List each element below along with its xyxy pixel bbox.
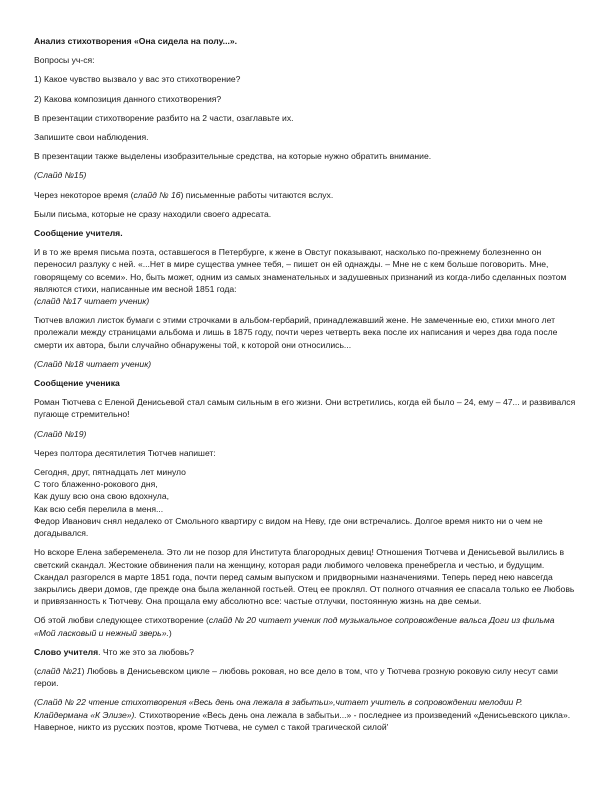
poem-excerpt: [34, 466, 576, 539]
teacher-message-heading: Сообщение учителя.: [34, 228, 123, 239]
slide-20-ref: слайд № 20 читает ученик под музыкальное сопровождение вальса Доги из фильма «Мой ласковый и нежный зверь».: [34, 615, 555, 638]
document-body: [34, 35, 576, 740]
paragraph-presentation-means: В презентации также выделены изобразительные средства, на которые нужно обратить внимание.: [34, 151, 432, 162]
paragraph-letters-body: [34, 246, 576, 307]
paragraph-decade: Через полтора десятилетия Тютчев напишет:: [34, 447, 216, 458]
slide-17-note: (слайд №17 читает ученик): [34, 296, 150, 307]
poem-line: Как душу всю она свою вдохнула,: [34, 491, 169, 502]
student-message-heading: Сообщение ученика: [34, 378, 120, 389]
slide-16-ref: слайд № 16: [133, 189, 181, 200]
poem-line: Как всю себя перелила в меня...: [34, 503, 164, 514]
slide-18-note: (Слайд №18 читает ученик): [34, 358, 152, 369]
paragraph-after-time: [34, 189, 576, 201]
after-time-start: Через некоторое время (: [34, 189, 134, 200]
teacher-word-question: . Что же это за любовь?: [98, 646, 194, 657]
question-2: 2) Какова композиция данного стихотворения?: [34, 93, 222, 104]
slide-19-note: (Слайд №19): [34, 428, 87, 439]
poem-line: Сегодня, друг, пятнадцать лет минуло: [34, 467, 186, 478]
paragraph-fatal-love: [34, 665, 576, 689]
fatal-love-text: ) Любовь в Денисьевском цикле – любовь роковая, но все дело в том, что у Тютчева грозную роковую силу несут сами герои.: [34, 665, 558, 689]
slide-15-note: (Слайд №15): [34, 170, 87, 181]
paragraph-fedor: Федор Иванович снял недалеко от Смольного квартиру с видом на Неву, где они встречались. Долгое время никто ни о чем не догадывался.: [34, 515, 543, 539]
fatal-love-open: (: [34, 665, 37, 676]
paragraph-romance: Роман Тютчева с Еленой Денисьевой стал самым сильным в его жизни. Они встретились, когда ей было – 24, ему – 47... и развивался пугающе стремительно!: [34, 397, 576, 420]
teacher-word-heading: Слово учителя: [34, 646, 99, 657]
slide-21-ref: слайд №21: [36, 665, 82, 676]
paragraph-pregnant: Но вскоре Елена забеременела. Это ли не позор для Института благородных девиц! Отношения Тютчева и Денисьевой вылились в светский скандал. Жестокие обвинения пали на женщину, которая ради любимого человека пренебрегла и честью, и будущим. Скандал разгорелся в марте 1851 года, почти перед самым выпуском и придворными назначениями. Теперь перед нею навсегда закрылись двери домов, где прежде она была желанной гостьей. Отец ее проклял. От полного отчаяния ее спасала только ее Любовь и привязанность к Тютчеву. Она прощала ему абсолютно все: частые отлучки, постоянную жизнь на две семьи.: [34, 547, 575, 607]
paragraph-about-love: [34, 614, 576, 638]
paragraph-teacher-word: [34, 646, 576, 658]
question-1: 1) Какое чувство вызвало у вас это стихотворение?: [34, 74, 241, 85]
paragraph-observations: Запишите свои наблюдения.: [34, 132, 149, 143]
document-title: Анализ стихотворения «Она сидела на полу...».: [34, 36, 238, 46]
paragraph-presentation-parts: В презентации стихотворение разбито на 2 части, озаглавьте их.: [34, 112, 294, 123]
questions-heading: Вопросы уч-ся:: [34, 55, 95, 66]
paragraph-letters: Были письма, которые не сразу находили своего адресата.: [34, 208, 272, 219]
after-time-end: ) письменные работы читаются вслух.: [180, 189, 334, 200]
slide-22-text: Стихотворение «Весь день она лежала в забытьи...» - последнее из произведений «Денисьевского цикла». Наверное, никто из русских поэтов, кроме Тютчева, не сумел с такой трагической силой': [34, 709, 571, 732]
letters-body-text: И в то же время письма поэта, оставшегося в Петербурге, к жене в Овстуг показывают, насколько по-прежнему болезненно он переносил разлуку с ней. «...Нет в мире существа умнее тебя, – пишет он ей однажды. – Мне не с кем больше поговорить. Мне, говорящему со всеми». Но, быть может, одним из самых знаменательных и задушевных признаний из когда-либо сделанных поэтом являются стихи, написанные им весной 1851 года:: [34, 247, 567, 294]
slide-22-ref: (Слайд № 22 чтение стихотворения «Весь день она лежала в забытьи»,читает учитель в сопровождении мелодии Р. Клайдермана «К Элизе»).: [34, 697, 523, 720]
poem-line: С того блаженно-рокового дня,: [34, 479, 158, 490]
paragraph-slide-22: [34, 696, 576, 733]
paragraph-album: Тютчев вложил листок бумаги с этими строчками в альбом-гербарий, принадлежавший жене. Не замеченные ею, стихи много лет пролежали между страницами альбома и лишь в 1875 году, почти через четверть века после их написания и через два года после смерти их автора, были случайно обнаружены той, к которой они относились...: [34, 315, 558, 350]
about-love-end: ): [168, 627, 172, 638]
about-love-start: Об этой любви следующее стихотворение (: [34, 615, 209, 626]
